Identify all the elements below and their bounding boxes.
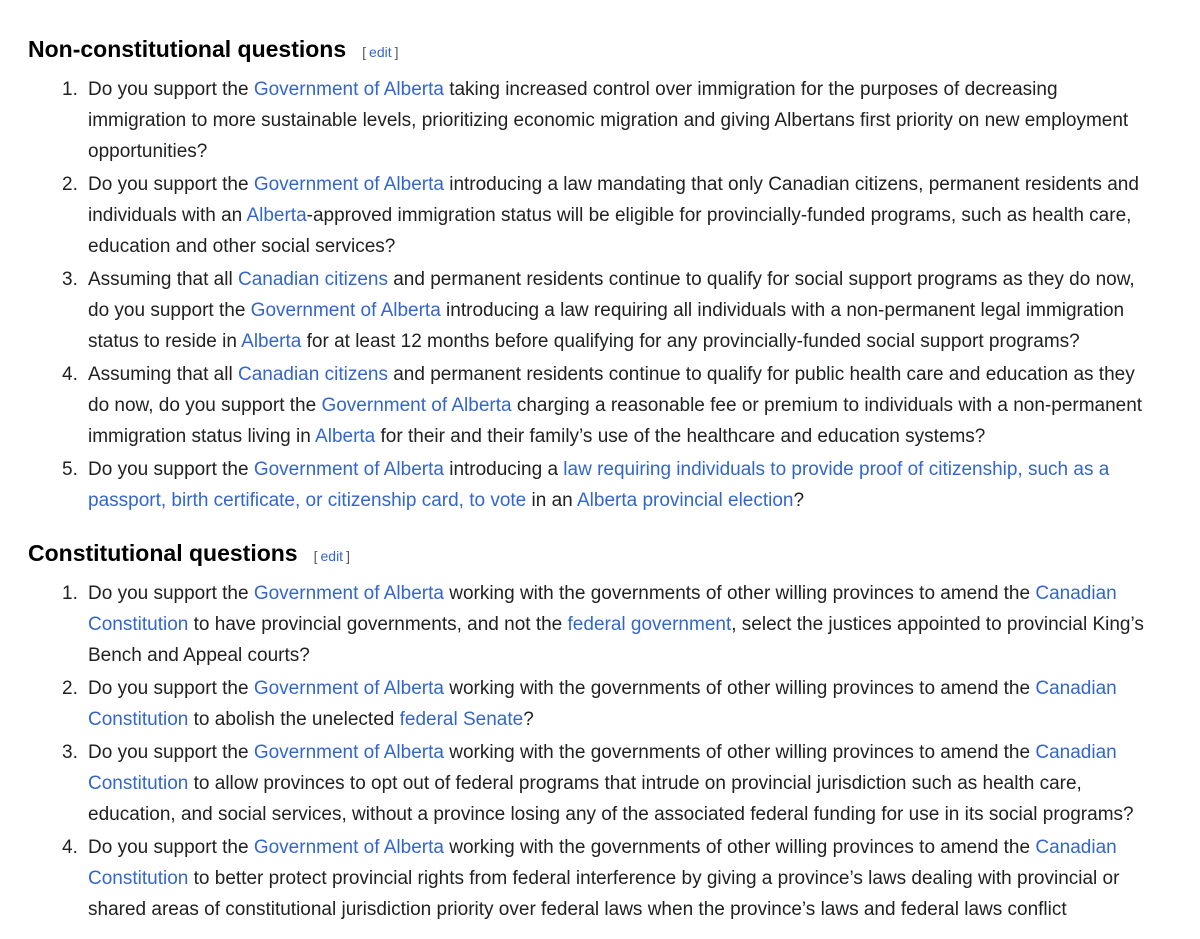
wiki-link[interactable]: Government of Alberta [253, 837, 444, 858]
question-text: working with the governments of other willing provinces to amend the [443, 583, 1036, 604]
wiki-link[interactable]: Alberta [315, 426, 376, 447]
wiki-link[interactable]: Government of Alberta [253, 459, 444, 480]
question-list [28, 74, 1158, 516]
question-text: to abolish the unelected [188, 709, 400, 730]
question-text: working with the governments of other willing provinces to amend the [443, 742, 1036, 763]
question-text: to better protect provincial rights from federal interference by giving a province’s laws dealing with provincial or shared areas of constitutional jurisdiction priority over federal laws when the province’s laws and federal laws conflict [88, 868, 1120, 920]
list-item [62, 578, 1158, 671]
edit-section-link[interactable]: edit [320, 548, 344, 564]
wiki-link[interactable]: Canadian citizens [237, 364, 388, 385]
question-text: -approved immigration status will be eligible for provincially-funded programs, such as health care, education and other social services? [88, 205, 1132, 257]
question-text: to have provincial governments, and not the [188, 614, 568, 635]
edit-section-bracket: [ edit ] [362, 44, 399, 60]
question-text: introducing a law mandating that only Canadian citizens, permanent residents and individuals with an [88, 174, 1139, 226]
wiki-link[interactable]: Canadian Constitution [88, 742, 1117, 794]
wiki-link[interactable]: Government of Alberta [253, 678, 444, 699]
article-content [28, 34, 1158, 927]
question-text: introducing a law requiring all individuals with a non-permanent legal immigration status to reside in [88, 300, 1125, 352]
wiki-link[interactable]: Government of Alberta [253, 174, 444, 195]
wiki-link[interactable]: federal government [567, 614, 732, 635]
list-item-number: 3. [62, 742, 78, 763]
list-item-number: 2. [62, 174, 78, 195]
list-item-number: 5. [62, 459, 78, 480]
wiki-link[interactable]: law requiring individuals to provide proof of citizenship, such as a passport, birth certificate, or citizenship card, to vote [88, 459, 1110, 511]
list-item [62, 832, 1158, 925]
wiki-link[interactable]: Canadian Constitution [88, 837, 1117, 889]
sidebar-clipped-links [1194, 34, 1200, 157]
question-text: in an [526, 490, 577, 511]
clipped-link[interactable] [1194, 75, 1200, 106]
question-text: and permanent residents continue to qualify for social support programs as they do now, do you support the [88, 269, 1135, 321]
question-text: Assuming that all [88, 364, 238, 385]
list-item [62, 169, 1158, 262]
wiki-link[interactable]: Government of Alberta [253, 583, 444, 604]
wiki-link[interactable]: Government of Alberta [253, 79, 444, 100]
wiki-link[interactable]: federal Senate [399, 709, 524, 730]
section-non-constitutional [28, 34, 1158, 516]
wiki-link[interactable]: Canadian Constitution [88, 678, 1117, 730]
question-text: to allow provinces to opt out of federal programs that intrude on provincial jurisdiction such as health care, education, and social services, without a province losing any of the associated federal funding for use in its social programs? [88, 773, 1134, 825]
list-item [62, 454, 1158, 516]
list-item [62, 673, 1158, 735]
wiki-link[interactable]: Alberta provincial election [576, 490, 794, 511]
section-title: Constitutional questions [28, 540, 298, 566]
wiki-link[interactable]: Alberta [241, 331, 302, 352]
wiki-link[interactable]: Government of Alberta [253, 742, 444, 763]
question-text: Do you support the [88, 837, 254, 858]
list-item-number: 1. [62, 79, 78, 100]
list-item-number: 4. [62, 837, 78, 858]
question-text: charging a reasonable fee or premium to individuals with a non-permanent immigration status living in [88, 395, 1143, 447]
question-text: working with the governments of other willing provinces to amend the [443, 837, 1036, 858]
question-list [28, 578, 1158, 925]
list-item-number: 1. [62, 583, 78, 604]
wiki-link[interactable]: Canadian citizens [237, 269, 388, 290]
question-text: ? [793, 490, 805, 511]
section-constitutional [28, 538, 1158, 925]
question-text: , select the justices appointed to provincial King’s Bench and Appeal courts? [88, 614, 1144, 666]
question-text: Do you support the [88, 742, 254, 763]
section-heading [28, 34, 1158, 64]
edit-section-link[interactable]: edit [369, 44, 392, 60]
clipped-link[interactable] [1194, 34, 1200, 65]
wiki-link[interactable]: Government of Alberta [321, 395, 512, 416]
clipped-link[interactable] [1194, 116, 1200, 147]
list-item [62, 264, 1158, 357]
question-text: working with the governments of other willing provinces to amend the [443, 678, 1036, 699]
list-item [62, 359, 1158, 452]
question-text: Do you support the [88, 174, 254, 195]
question-text: taking increased control over immigration for the purposes of decreasing immigration to more sustainable levels, prioritizing economic migration and giving Albertans first priority on new employment opportunities? [88, 79, 1129, 162]
question-text: Assuming that all [88, 269, 238, 290]
list-item-number: 3. [62, 269, 78, 290]
question-text: Do you support the [88, 459, 254, 480]
edit-section-bracket: [ edit ] [313, 548, 350, 564]
question-text: Do you support the [88, 79, 254, 100]
section-title: Non-constitutional questions [28, 36, 347, 62]
list-item-number: 2. [62, 678, 78, 699]
question-text: for their and their family’s use of the healthcare and education systems? [375, 426, 986, 447]
question-text: Do you support the [88, 583, 254, 604]
wiki-link[interactable]: Canadian Constitution [88, 583, 1117, 635]
list-item-number: 4. [62, 364, 78, 385]
list-item [62, 74, 1158, 167]
question-text: for at least 12 months before qualifying for any provincially-funded social support programs? [301, 331, 1080, 352]
list-item [62, 737, 1158, 830]
question-text: Do you support the [88, 678, 254, 699]
question-text: introducing a [443, 459, 564, 480]
question-text: and permanent residents continue to qualify for public health care and education as they do now, do you support the [88, 364, 1135, 416]
wiki-link[interactable]: Government of Alberta [250, 300, 441, 321]
question-text: ? [523, 709, 534, 730]
section-heading [28, 538, 1158, 568]
wiki-link[interactable]: Alberta [246, 205, 307, 226]
